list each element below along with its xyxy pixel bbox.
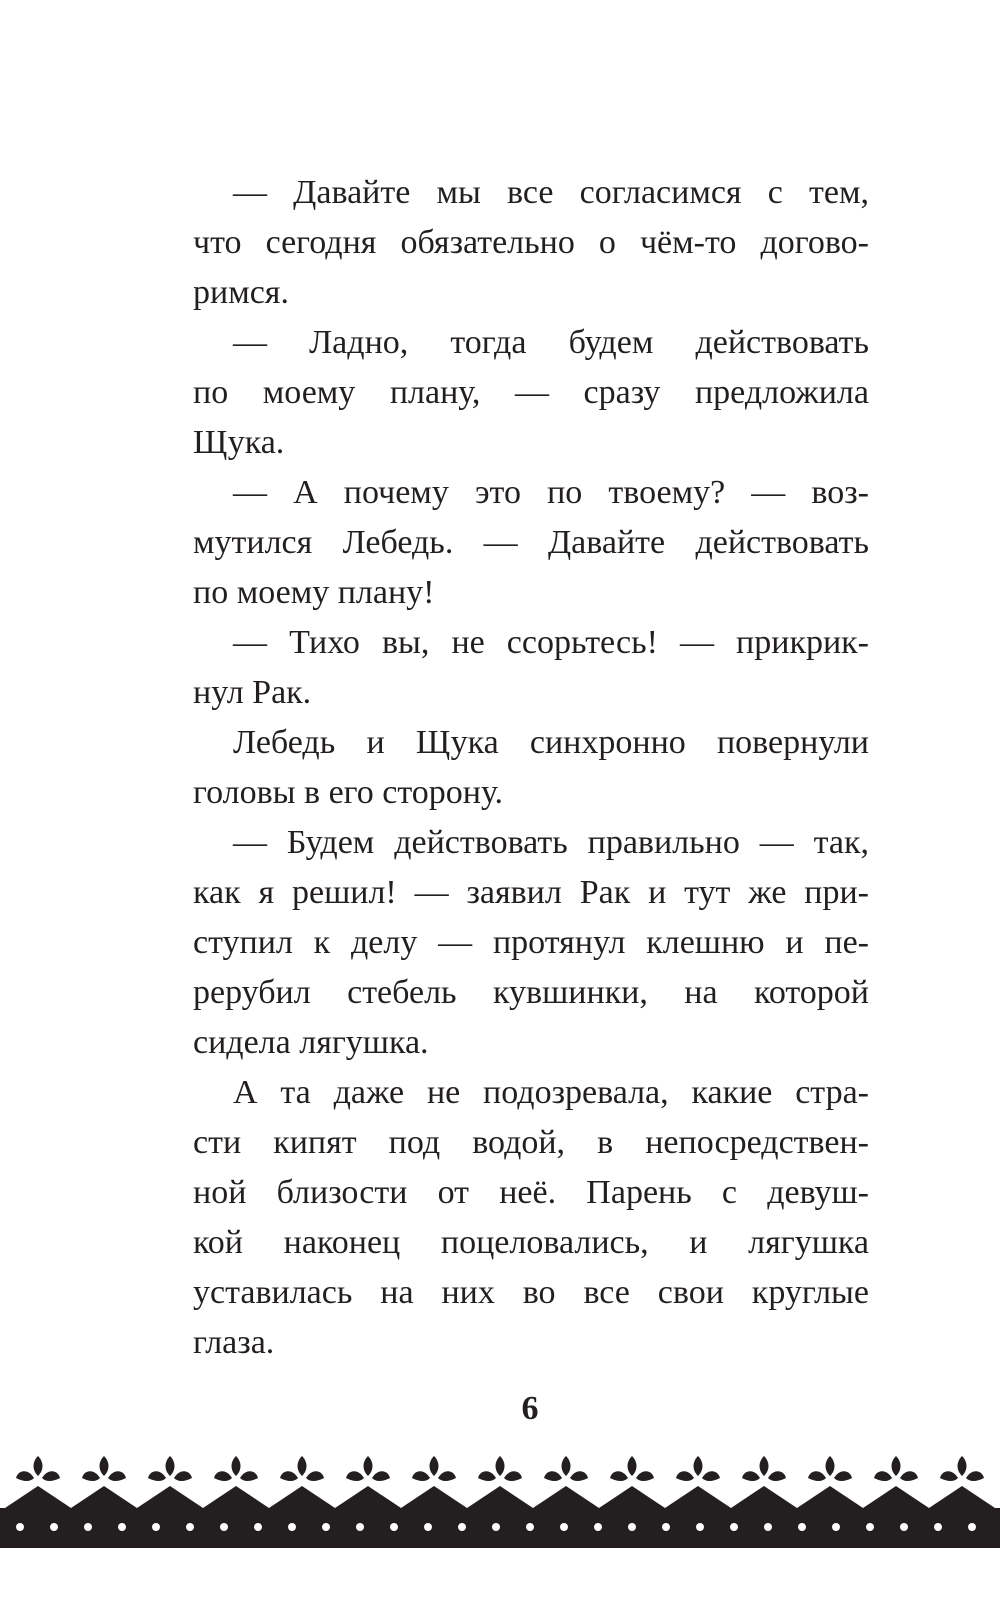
text-line: — Давайте мы все согласимся с тем, — [233, 174, 869, 211]
paragraph-5 — [193, 718, 869, 818]
decorative-border — [0, 1448, 1000, 1558]
paragraph-3 — [193, 468, 869, 618]
page-number: 6 — [521, 1390, 539, 1427]
text-line: кой наконец поцеловались, и лягушка — [193, 1224, 869, 1261]
text-line: по моему плану, — сразу предложила — [193, 374, 869, 411]
text-line: Щука. — [193, 424, 285, 461]
text-line: уставилась на них во все свои круглые — [193, 1274, 869, 1311]
paragraph-1 — [193, 168, 869, 318]
text-line: по моему плану! — [193, 574, 435, 611]
text-line: — Тихо вы, не ссорьтесь! — прикрик- — [233, 624, 869, 661]
body-text — [193, 168, 869, 1368]
sprig-row — [16, 1456, 984, 1481]
text-line: сти кипят под водой, в непосредствен- — [193, 1124, 869, 1161]
paragraph-7 — [193, 1068, 869, 1368]
paragraph-4 — [193, 618, 869, 718]
text-line: нул Рак. — [193, 674, 312, 711]
text-line: ступил к делу — протянул клешню и пе- — [193, 924, 869, 961]
text-line: ной близости от неё. Парень с девуш- — [193, 1174, 869, 1211]
text-line: римся. — [193, 274, 289, 311]
text-line: — Будем действовать правильно — так, — [233, 824, 869, 861]
text-line: — Ладно, тогда будем действовать — [233, 324, 869, 361]
text-line: глаза. — [193, 1324, 275, 1361]
text-line: мутился Лебедь. — Давайте действовать — [193, 524, 869, 561]
text-line: головы в его сторону. — [193, 774, 504, 811]
text-line: Лебедь и Щука синхронно повернули — [233, 724, 869, 761]
paragraph-2 — [193, 318, 869, 468]
text-line: — А почему это по твоему? — воз- — [233, 474, 869, 511]
text-line: что сегодня обязательно о чём-то догово- — [193, 224, 869, 261]
text-line: сидела лягушка. — [193, 1024, 429, 1061]
text-line: А та даже не подозревала, какие стра- — [233, 1074, 869, 1111]
zigzag-band — [0, 1486, 1000, 1548]
text-line: как я решил! — заявил Рак и тут же при- — [193, 874, 869, 911]
paragraph-6 — [193, 818, 869, 1068]
text-line: рерубил стебель кувшинки, на которой — [193, 974, 869, 1011]
